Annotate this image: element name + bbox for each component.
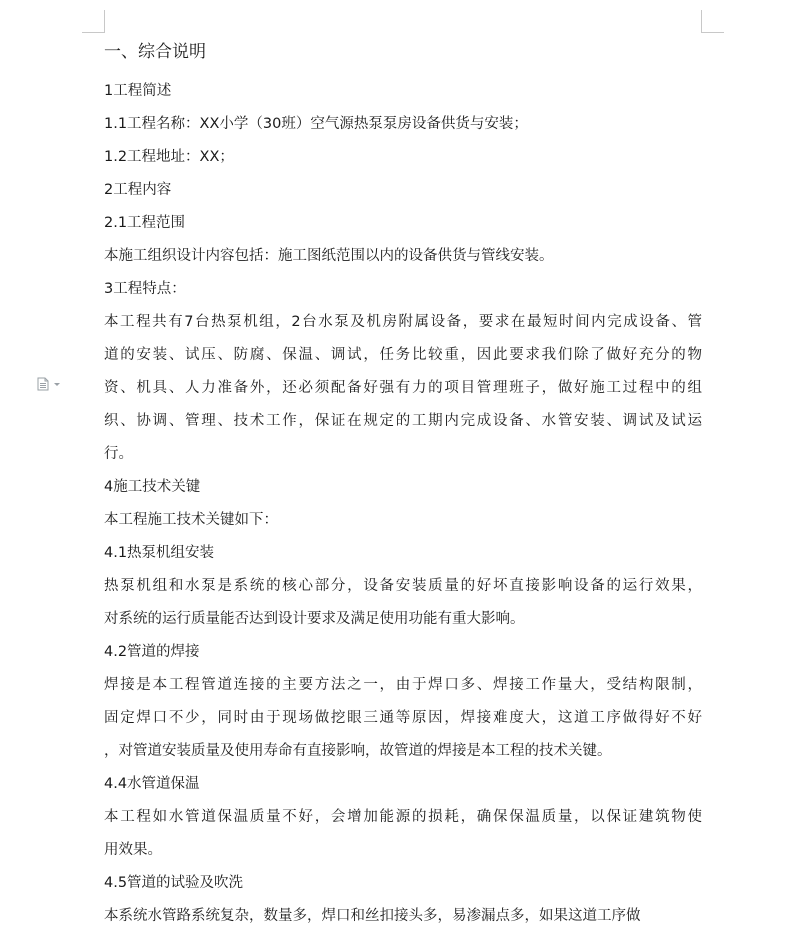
text-line: 4.5管道的试验及吹洗 — [104, 875, 244, 891]
paragraph-line: 对系统的运行质量能否达到设计要求及满足使用功能有重大影响。 — [104, 611, 525, 627]
paragraph — [104, 669, 702, 768]
text-line: 4.1热泵机组安装 — [104, 545, 215, 561]
text-line: 3工程特点： — [104, 281, 186, 297]
text-line: 2工程内容 — [104, 182, 172, 198]
text-line: 本工程施工技术关键如下： — [104, 512, 278, 528]
section-heading: 一、综合说明 — [104, 42, 206, 62]
paragraph-line: 行。 — [104, 446, 133, 462]
paragraph — [104, 801, 702, 867]
paragraph — [104, 900, 702, 933]
paragraph-line: 热泵机组和水泵是系统的核心部分，设备安装质量的好坏直接影响设备的运行效果， — [104, 578, 702, 594]
text-line: 1.2工程地址：XX； — [104, 149, 234, 165]
document-body — [104, 38, 702, 933]
text-line: 4.4水管道保温 — [104, 776, 200, 792]
text-line: 1工程简述 — [104, 83, 172, 99]
paragraph-line: ，对管道安装质量及使用寿命有直接影响，故管道的焊接是本工程的技术关键。 — [104, 743, 612, 759]
text-line: 1.1工程名称：XX小学（30班）空气源热泵泵房设备供货与安装； — [104, 116, 528, 132]
paragraph — [104, 570, 702, 636]
text-line: 2.1工程范围 — [104, 215, 186, 231]
text-line: 4.2管道的焊接 — [104, 644, 200, 660]
page-corner-mark-top-right — [701, 10, 724, 33]
page-corner-mark-top-left — [82, 10, 105, 33]
text-line: 本施工组织设计内容包括：施工图纸范围以内的设备供货与管线安装。 — [104, 248, 554, 264]
paragraph-line: 本工程如水管道保温质量不好，会增加能源的损耗，确保保温质量，以保证建筑物使 — [104, 809, 702, 825]
paragraph-line: 本系统水管路系统复杂，数量多，焊口和丝扣接头多，易渗漏点多，如果这道工序做 — [104, 908, 641, 924]
paragraph-line: 本工程共有7台热泵机组，2台水泵及机房附属设备，要求在最短时间内完成设备、管 — [104, 314, 702, 330]
paragraph-line: 织、协调、管理、技术工作，保证在规定的工期内完成设备、水管安装、调试及试运 — [104, 413, 702, 429]
document-icon — [37, 377, 63, 391]
paragraph-line: 资、机具、人力准备外，还必须配备好强有力的项目管理班子，做好施工过程中的组 — [104, 380, 702, 396]
document-content — [104, 75, 702, 933]
paragraph-line: 焊接是本工程管道连接的主要方法之一，由于焊口多、焊接工作量大，受结构限制， — [104, 677, 702, 693]
paragraph — [104, 306, 702, 471]
paragraph-marker-icon[interactable] — [37, 376, 63, 390]
paragraph-line: 固定焊口不少，同时由于现场做挖眼三通等原因，焊接难度大，这道工序做得好不好 — [104, 710, 702, 726]
paragraph-line: 道的安装、试压、防腐、保温、调试，任务比较重，因此要求我们除了做好充分的物 — [104, 347, 702, 363]
paragraph-line: 用效果。 — [104, 842, 162, 858]
text-line: 4施工技术关键 — [104, 479, 201, 495]
